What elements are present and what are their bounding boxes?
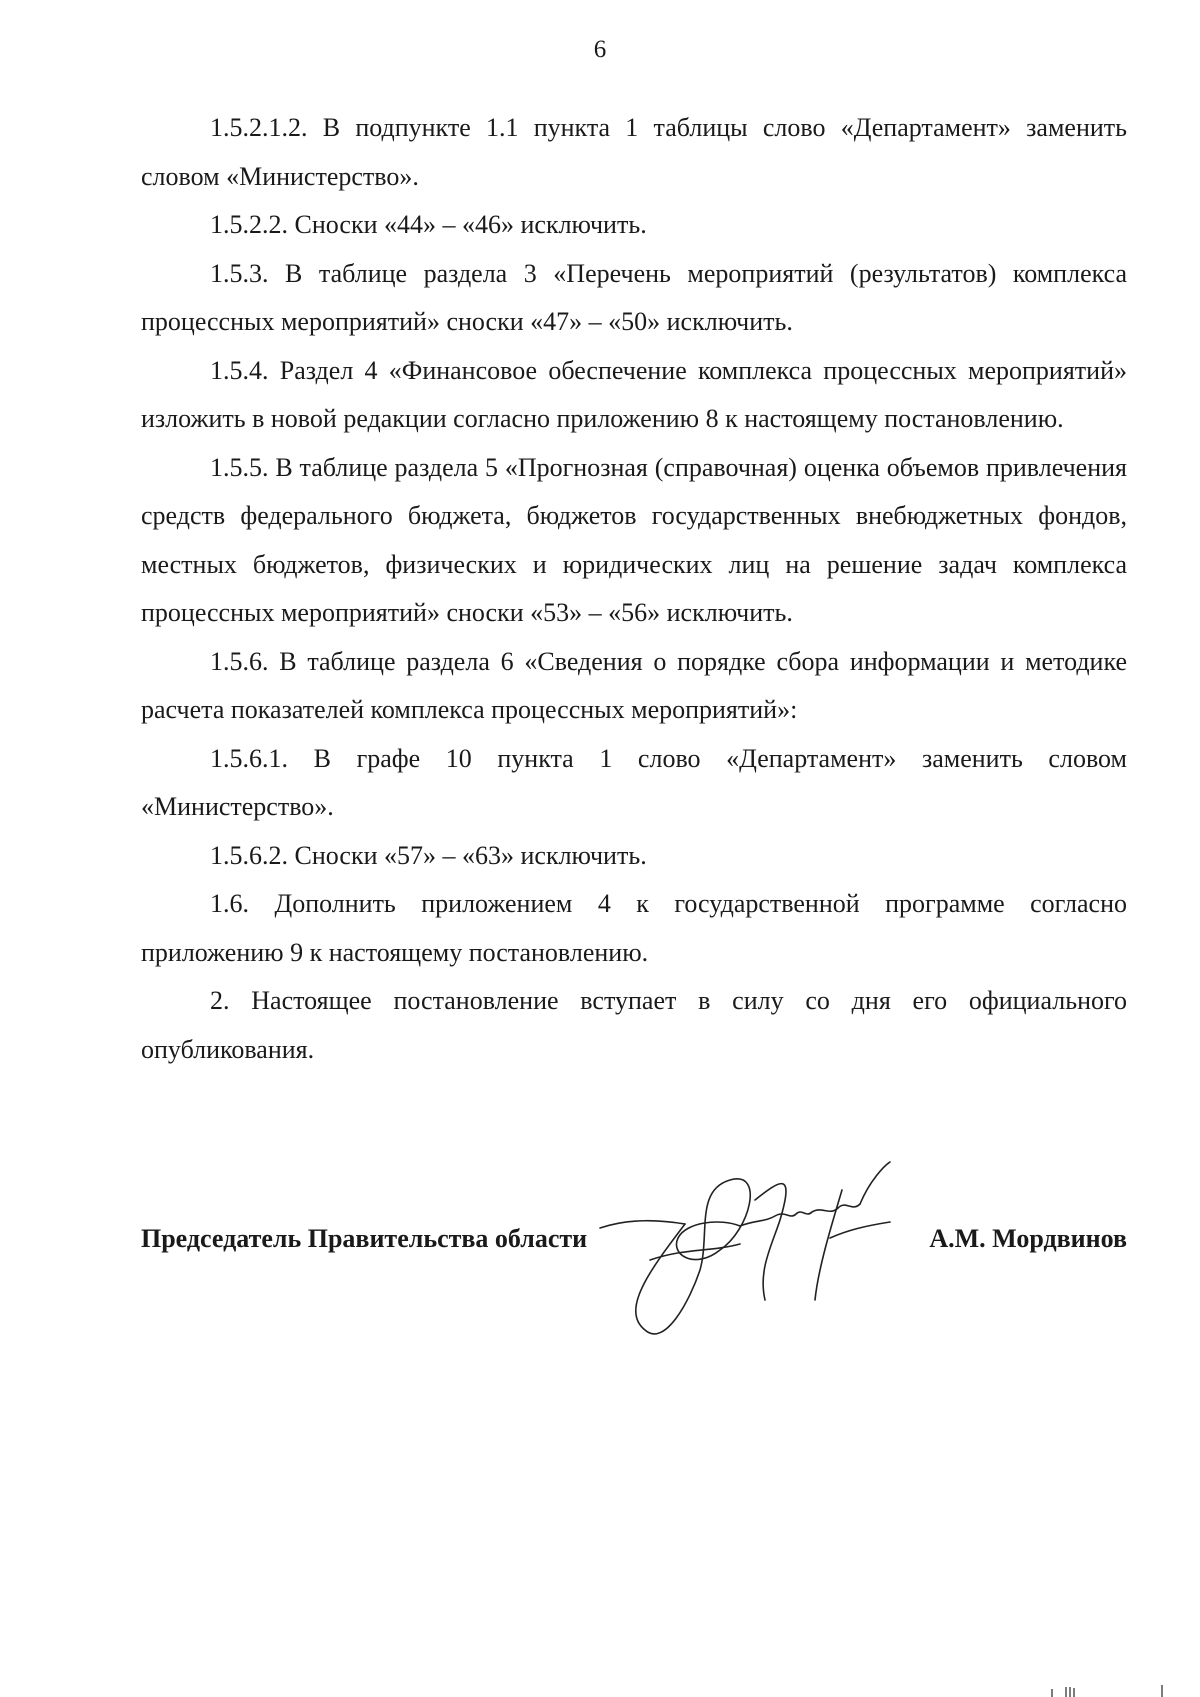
handwritten-signature-icon xyxy=(590,1160,930,1360)
paragraph-1-5-6-1: 1.5.6.1. В графе 10 пункта 1 слово «Департамент» заменить словом «Министерство». xyxy=(141,743,1127,821)
paragraph-1-5-4: 1.5.4. Раздел 4 «Финансовое обеспечение комплекса процессных мероприятий» изложить в новой редакции согласно приложению 8 к настоящему постановлению. xyxy=(141,355,1127,433)
paragraph-1-6: 1.6. Дополнить приложением 4 к государственной программе согласно приложению 9 к настоящему постановлению. xyxy=(141,889,1127,967)
document-body xyxy=(141,104,1127,1074)
paragraph-1-5-6: 1.5.6. В таблице раздела 6 «Сведения о порядке сбора информации и методике расчета показателей комплекса процессных мероприятий»: xyxy=(141,646,1127,724)
paragraph-1-5-2-1-2: 1.5.2.1.2. В подпункте 1.1 пункта 1 таблицы слово «Департамент» заменить словом «Министерство». xyxy=(141,113,1127,191)
paragraph-1-5-3: 1.5.3. В таблице раздела 3 «Перечень мероприятий (результатов) комплекса процессных мероприятий» сноски «47» – «50» исключить. xyxy=(141,258,1127,336)
paragraph-2: 2. Настоящее постановление вступает в силу со дня его официального опубликования. xyxy=(141,986,1127,1064)
scan-artifact-icon xyxy=(1032,1683,1182,1697)
page-number: 6 xyxy=(593,36,607,63)
signatory-title: Председатель Правительства области xyxy=(141,1224,588,1253)
signatory-name: А.М. Мордвинов xyxy=(929,1224,1127,1253)
paragraph-1-5-5: 1.5.5. В таблице раздела 5 «Прогнозная (справочная) оценка объемов привлечения средств федерального бюджета, бюджетов государственных внебюджетных фондов, местных бюджетов, физических и юридических лиц на решение задач комплекса процессных мероприятий» сноски «53» – «56» исключить. xyxy=(141,452,1127,627)
paragraph-1-5-6-2: 1.5.6.2. Сноски «57» – «63» исключить. xyxy=(210,840,647,870)
paragraph-1-5-2-2: 1.5.2.2. Сноски «44» – «46» исключить. xyxy=(210,210,647,239)
